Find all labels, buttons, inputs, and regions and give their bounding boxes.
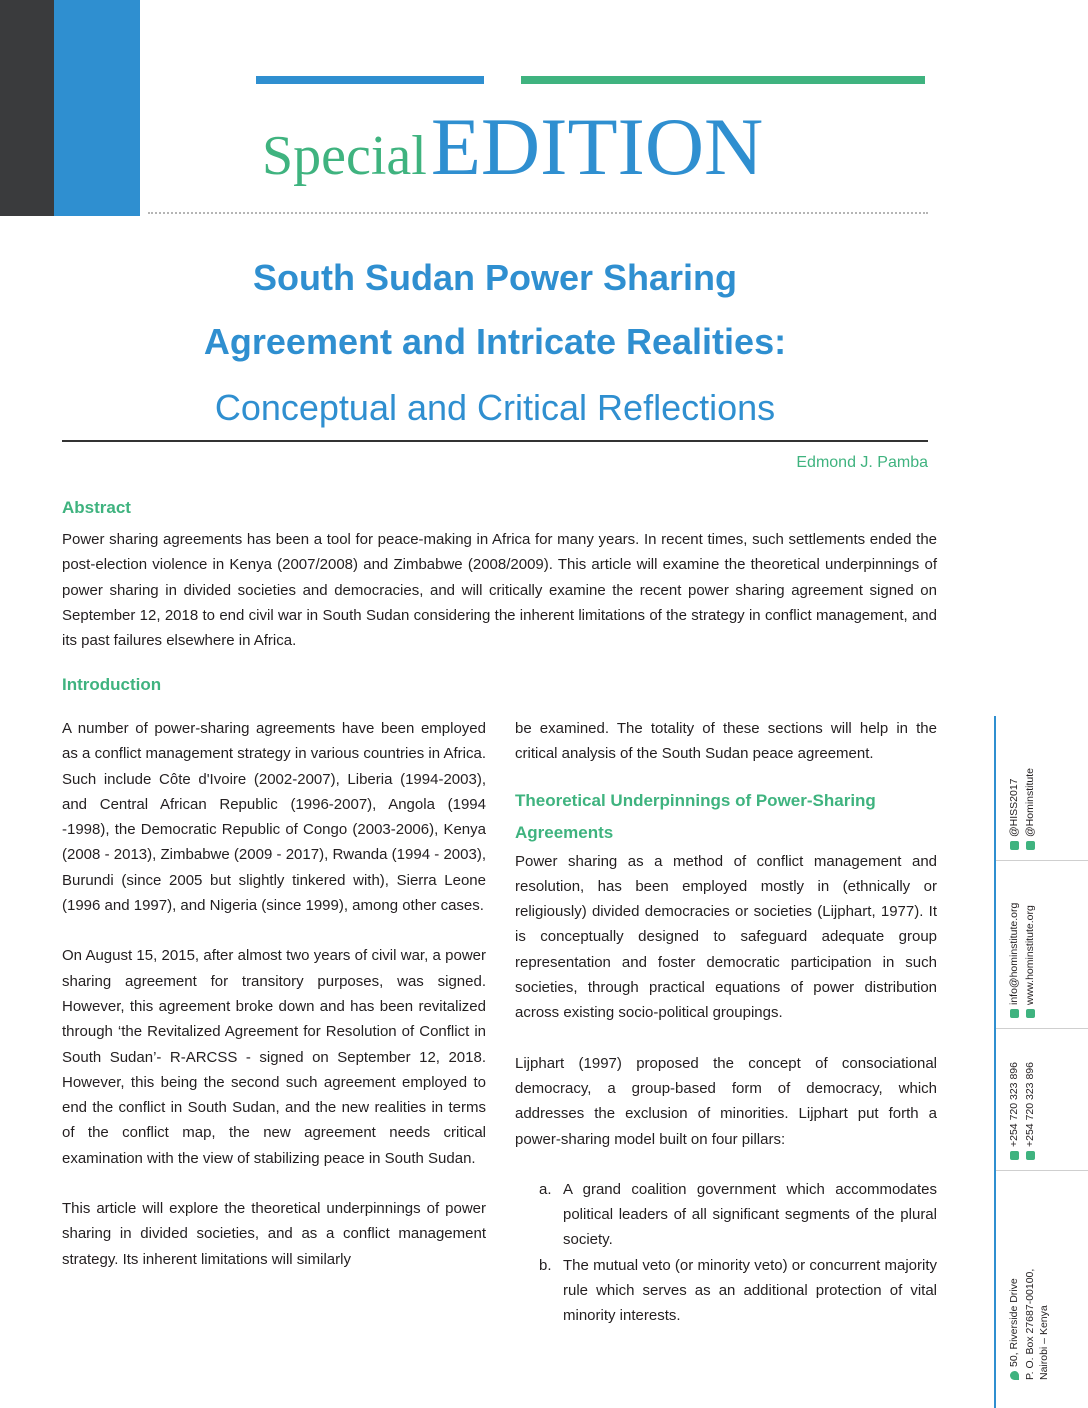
sidebar-email[interactable]: info@hominstitute.org bbox=[1008, 903, 1021, 1018]
right-column bbox=[515, 716, 937, 1329]
pillars-list bbox=[515, 1177, 937, 1329]
list-text: The mutual veto (or minority veto) or concurrent majority rule which serves as an additional protection of vital minority interests. bbox=[563, 1256, 937, 1325]
sidebar-phone-2: +254 720 323 896 bbox=[1024, 1062, 1037, 1160]
sidebar-address-line2: P. O. Box 27687-00100, bbox=[1024, 1268, 1036, 1380]
masthead-special: Special bbox=[262, 125, 427, 187]
sidebar-rule bbox=[994, 716, 996, 1408]
theory-paragraph-2: Lijphart (1997) proposed the concept of consociational democracy, a group-based form of democracy, which addresses the exclusion of minorities. Lijphart put forth a power-sharing model built on four pillars: bbox=[515, 1054, 937, 1148]
sidebar-address-line1: 50, Riverside Drive bbox=[1008, 1278, 1021, 1380]
twitter-icon bbox=[1010, 841, 1019, 850]
abstract-heading: Abstract bbox=[62, 498, 131, 517]
article-subtitle: Conceptual and Critical Reflections bbox=[214, 387, 776, 428]
sidebar-social-1: @HISS2017 bbox=[1008, 778, 1021, 850]
title-divider bbox=[62, 440, 928, 442]
sidebar-separator bbox=[996, 860, 1088, 861]
list-item bbox=[515, 1177, 937, 1253]
left-column bbox=[62, 716, 486, 1297]
masthead-green-rule bbox=[521, 76, 925, 84]
list-marker: a. bbox=[539, 1180, 552, 1198]
author-name: Edmond J. Pamba bbox=[796, 454, 928, 471]
intro-paragraph-3-continued: be examined. The totality of these sections will help in the critical analysis of the South Sudan peace agreement. bbox=[515, 720, 937, 763]
list-text: A grand coalition government which accommodates political leaders of all significant segments of the plural society. bbox=[563, 1180, 937, 1249]
intro-paragraph-1: A number of power-sharing agreements have been employed as a conflict management strategy in various countries in Africa. Such include Côte d'Ivoire (2002-2007), Liberia (1994-2003), and Central African Republic (1996-2007), Angola (1994 -1998), the Democratic Republic of Congo (2003-2006), Kenya (2008 - 2013), Zimbabwe (2009 - 2017), Rwanda (1994 - 2003), Burundi (since 2005 but slightly tinkered with), Sierra Leone (1996 and 1997), and Nigeria (since 1999), among other cases. bbox=[62, 720, 486, 915]
masthead-blue-rule bbox=[256, 76, 484, 84]
theory-paragraph-1: Power sharing as a method of conflict management and resolution, has been employed mostly in (ethnically or religiously) divided democracies or societies (Lijphart, 1977). It is conceptually designed to safeguard adequate group representation and foster democratic participation in such societies, through practical equations of power distribution across existing socio-political groupings. bbox=[515, 852, 937, 1022]
list-item bbox=[515, 1253, 937, 1329]
masthead bbox=[262, 100, 942, 200]
list-marker: b. bbox=[539, 1256, 552, 1274]
masthead-divider bbox=[148, 212, 928, 214]
mobile-icon bbox=[1026, 1151, 1035, 1160]
sidebar-separator bbox=[996, 1028, 1088, 1029]
header-dark-bar bbox=[0, 0, 54, 216]
location-pin-icon bbox=[1010, 1371, 1019, 1380]
introduction-heading: Introduction bbox=[62, 675, 162, 694]
article-title-line1: South Sudan Power Sharing bbox=[252, 257, 738, 298]
theory-heading: Theoretical Underpinnings of Power-Sharing Agreements bbox=[515, 790, 876, 842]
email-icon bbox=[1010, 1009, 1019, 1018]
sidebar-social-2: @Hominstitute bbox=[1024, 768, 1037, 850]
sidebar-website[interactable]: www.hominstitute.org bbox=[1024, 905, 1037, 1018]
phone-icon bbox=[1010, 1151, 1019, 1160]
intro-paragraph-2: On August 15, 2015, after almost two years of civil war, a power sharing agreement for transitory purposes, was signed. However, this agreement broke down and has been revitalized through ‘the Revitalized Agreement for Resolution of Conflict in South Sudan’- R-ARCSS - signed on September 12, 2018. However, this being the second such agreement employed to end the conflict in South Sudan, and the new realities in terms of the conflict map, the new agreement needs critical examination with the view of stabilizing peace in South Sudan. bbox=[62, 947, 486, 1167]
intro-paragraph-3: This article will explore the theoretical underpinnings of power sharing in divided societies, and as a conflict management strategy. Its inherent limitations will similarly bbox=[62, 1200, 486, 1268]
article-title-line2: Agreement and Intricate Realities: bbox=[203, 321, 787, 362]
header-blue-bar bbox=[54, 0, 140, 216]
sidebar-phone-1: +254 720 323 896 bbox=[1008, 1062, 1021, 1160]
sidebar-separator bbox=[996, 1170, 1088, 1171]
abstract-text: Power sharing agreements has been a tool for peace-making in Africa for many years. In recent times, such settlements ended the post-election violence in Kenya (2007/2008) and Zimbabwe (2008/2009). This article will examine the theoretical underpinnings of power sharing in divided societies and democracies, and will critically examine the recent power sharing agreement signed on September 12, 2018 to end civil war in South Sudan considering the inherent limitations of the strategy in conflict management, and its past failures elsewhere in Africa. bbox=[62, 531, 937, 650]
globe-icon bbox=[1026, 1009, 1035, 1018]
sidebar-address-line3: Nairobi – Kenya bbox=[1038, 1305, 1050, 1380]
masthead-edition: EDITION bbox=[430, 101, 764, 192]
facebook-icon bbox=[1026, 841, 1035, 850]
